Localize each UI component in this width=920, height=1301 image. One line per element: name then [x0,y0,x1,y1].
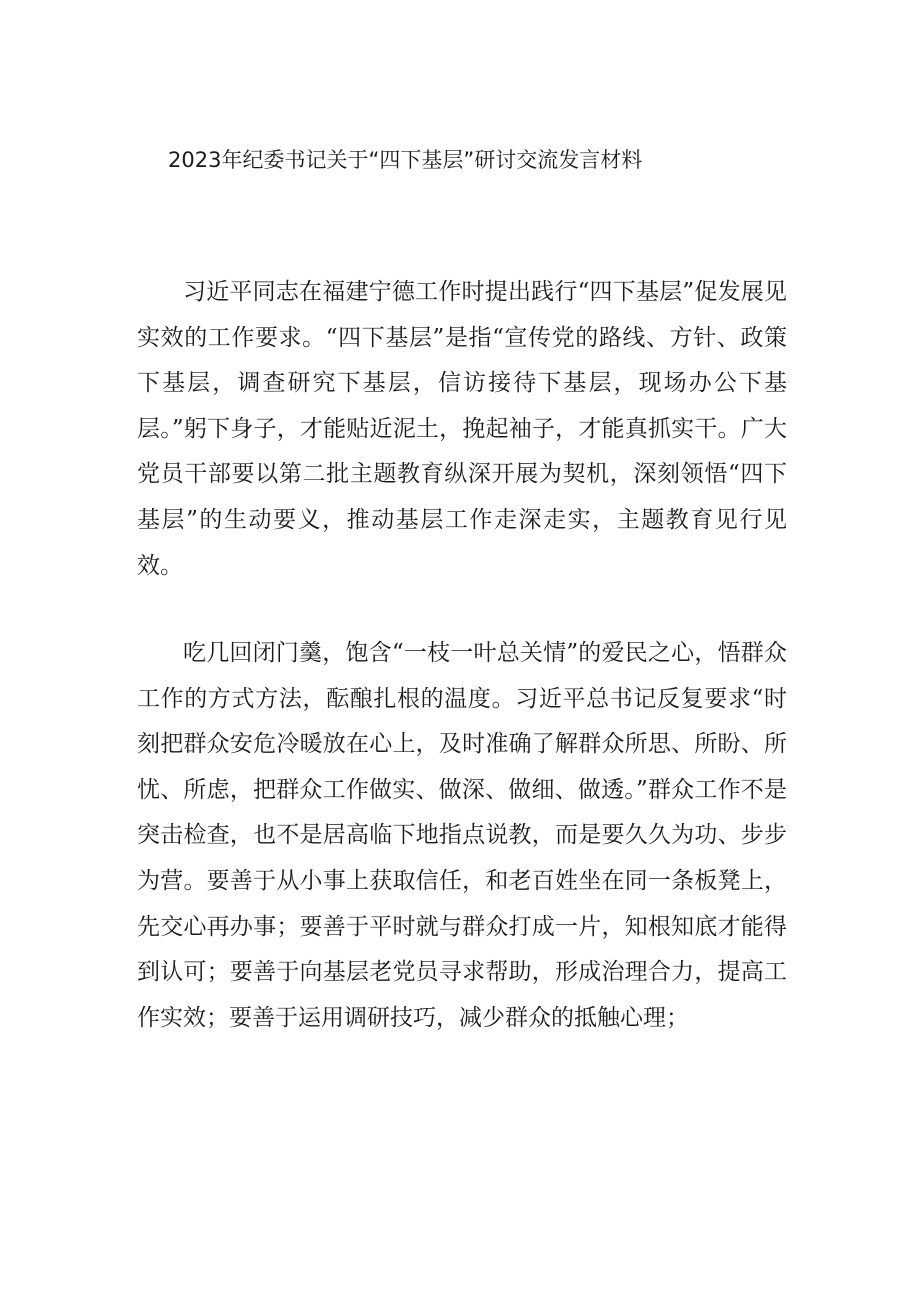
document-title: 2023年纪委书记关于“四下基层”研讨交流发言材料 [168,148,643,172]
paragraph-2: 吃几回闭门羹，饱含“一枝一叶总关情”的爱民之心，悟群众工作的方式方法，酝酿扎根的温度。习近平总书记反复要求“时刻把群众安危冷暖放在心上，及时准确了解群众所思、所盼、所忧、所虑，把群众工作做实、做深、做细、做透。”群众工作不是突击检查，也不是居高临下地指点说教，而是要久久为功、步步为营。要善于从小事上获取信任，和老百姓坐在同一条板凳上，先交心再办事；要善于平时就与群众打成一片，知根知底才能得到认可；要善于向基层老党员寻求帮助，形成治理合力，提高工作实效；要善于运用调研技巧，减少群众的抵触心理； [137,640,787,1031]
paragraph-1: 习近平同志在福建宁德工作时提出践行“四下基层”促发展见实效的工作要求。“四下基层”是指“宣传党的路线、方针、政策下基层，调查研究下基层，信访接待下基层，现场办公下基层。”躬下身子，才能贴近泥土，挽起袖子，才能真抓实干。广大党员干部要以第二批主题教育纵深开展为契机，深刻领悟“四下基层”的生动要义，推动基层工作走深走实，主题教育见行见效。 [137,279,787,579]
